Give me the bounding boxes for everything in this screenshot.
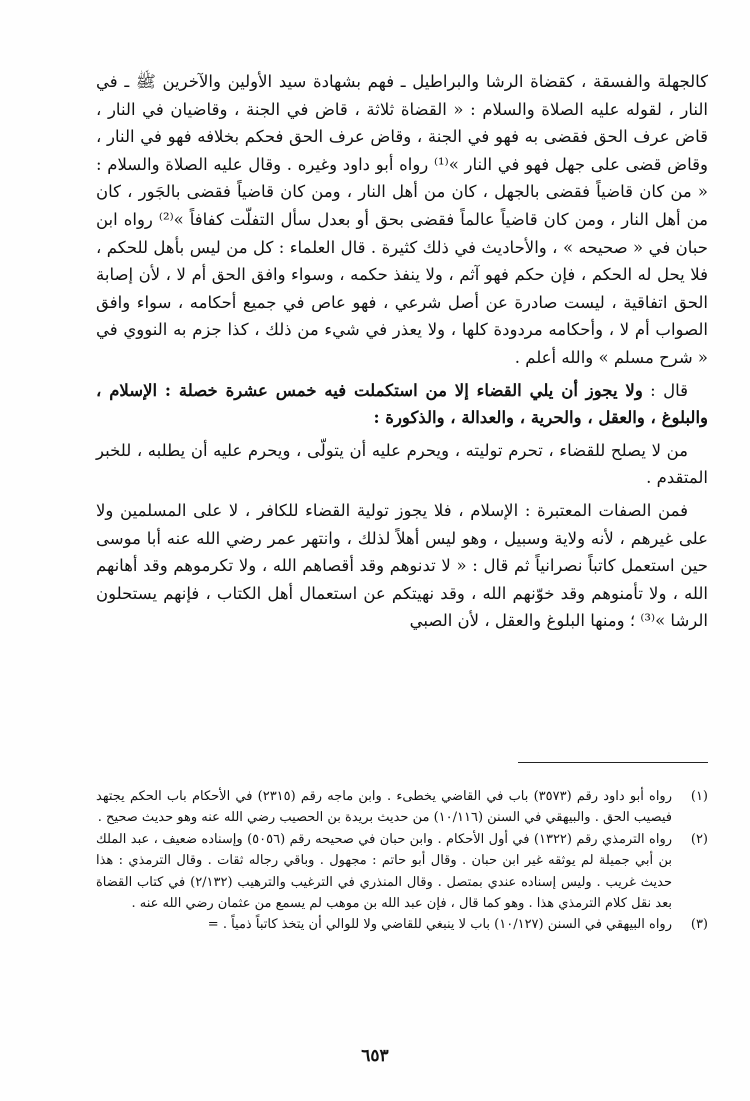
- footnote-text: رواه أبو داود رقم (٣٥٧٣) باب في القاضي يخطىء . وابن ماجه رقم (٢٣١٥) في الأحكام باب الحكم يجتهد فيصيب الحق . والبيهقي في السنن (١٠/١١٦) من حديث بريدة بن الحصيب رضي الله عنه وهو حديث صحيح .: [96, 789, 672, 826]
- paragraph-3: من لا يصلح للقضاء ، تحرم توليته ، ويحرم عليه أن يتولّى ، ويحرم عليه أن يطلبه ، للخبر المتقدم .: [96, 440, 708, 488]
- text-line: حكمه ، وسواء وافق الحق أم لا ، لأن إصابة الحق اتفاقية ، ليست صادرة عن أصل: [96, 265, 709, 312]
- text-line: في النار ، وقاض قضى على جهل فهو في النار »⁽¹⁾ رواه أبو داود وغيره . وقال عليه: [96, 127, 709, 174]
- matn-heading: ولا يجوز أن يلي القضاء إلا من استكملت فيه خمس عشرة خصلة : الإسلام ، والبلوغ ، والعقل ، والحرية ، والعدالة ، والذكورة :: [96, 380, 708, 428]
- text-line: في النار ، لقوله عليه الصلاة والسلام : « القضاة ثلاثة ، قاض في الجنة ، وقاضيان في: [96, 72, 708, 119]
- footnote-text: رواه البيهقي في السنن (١٠/١٢٧) باب لا ينبغي للقاضي ولا للوالي أن يتخذ كاتباً ذمياً . =: [207, 917, 672, 933]
- said-lead: قال :: [650, 380, 688, 400]
- footnote-number: (١): [690, 789, 708, 804]
- footnote-number: (٣): [690, 917, 708, 933]
- paragraph-1: [96, 68, 708, 372]
- text-line: العلماء : كل من ليس بأهل للحكم ، فلا يحل له الحكم ، فإن حكم فهو آثم ، ولا ينفذ: [96, 237, 708, 285]
- footnote-separator: [518, 762, 708, 763]
- footnote-1: [96, 786, 708, 829]
- paragraph-4: فمن الصفات المعتبرة : الإسلام ، فلا يجوز تولية القضاء للكافر ، لا على المسلمين ولا على غيرهم ، لأنه ولاية وسبيل ، وهو ليس أهلاً لذلك ، وانتهر عمر رضي الله عنه أبا موسى حين استعمل كاتباً نصرانياً ثم قال : « لا تدنوهم وقد أقصاهم الله ، ولا تكرموهم وقد أهانهم الله ، ولا تأمنوهم وقد خوّنهم الله ، وقد نهيتكم عن استعمال أهل الكتاب ، فإنهم يستحلون الرشا »⁽³⁾ ؛ ومنها البلوغ والعقل ، لأن الصبي: [96, 500, 708, 631]
- footnotes: [96, 786, 708, 936]
- main-text: [96, 68, 708, 635]
- text-line: كلها ، ولا يعذر في شيء من ذلك ، كذا جزم به النووي في « شرح مسلم » والله أعلم .: [96, 320, 708, 367]
- footnote-text: رواه الترمذي رقم (١٣٢٢) في أول الأحكام . وابن حبان في صحيحه رقم (٥٠٥٦) وإسناده ضعيف ، عبد الملك بن أبي جميلة لم يوثقه غير ابن حبان . وقال أبو حاتم : مجهول . وباقي رجاله ثقات . وقال الترمذي : هذا حديث غريب . وليس إسناده عندي بمتصل . وقال المنذري في الترغيب والترهيب (٢/١٣٢) في كتاب القضاة بعد نقل كلام الترمذي هذا . وهو كما قال ، فإن عبد الله بن موهب لم يسمع من عثمان رضي الله عنه .: [96, 831, 672, 912]
- text-line: فقضى بالجَور ، كان من أهل النار ، ومن كان قاضياً عالماً فقضى بحق أو بعدل سأل: [96, 182, 709, 229]
- paragraph-2: [96, 377, 708, 432]
- text-line: كالجهلة والفسقة ، كقضاة الرشا والبراطيل ـ فهم بشهادة سيد الأولين والآخرين ﷺ ـ: [124, 72, 708, 91]
- page-number: ٦٥٣: [361, 1046, 389, 1066]
- footnote-2: [96, 829, 708, 915]
- text-line: شرعي ، فهو عاص في جميع أحكامه ، سواء وافق الصواب أم لا ، وأحكامه مردودة: [96, 292, 708, 340]
- text-line: الصلاة والسلام : « من كان قاضياً فقضى بالجهل ، كان من أهل النار ، ومن كان قاضياً: [96, 154, 708, 202]
- text-line: التفلّت كفافاً »⁽²⁾ رواه ابن حبان في « صحيحه » ، والأحاديث في ذلك كثيرة . قال: [96, 209, 708, 257]
- footnote-number: (٢): [690, 831, 708, 847]
- footnote-3: [96, 914, 708, 935]
- text-line: النار ، قاض عرف الحق فقضى به فهو في الجنة ، وقاض عرف الحق فحكم بخلافه فهو: [96, 99, 708, 147]
